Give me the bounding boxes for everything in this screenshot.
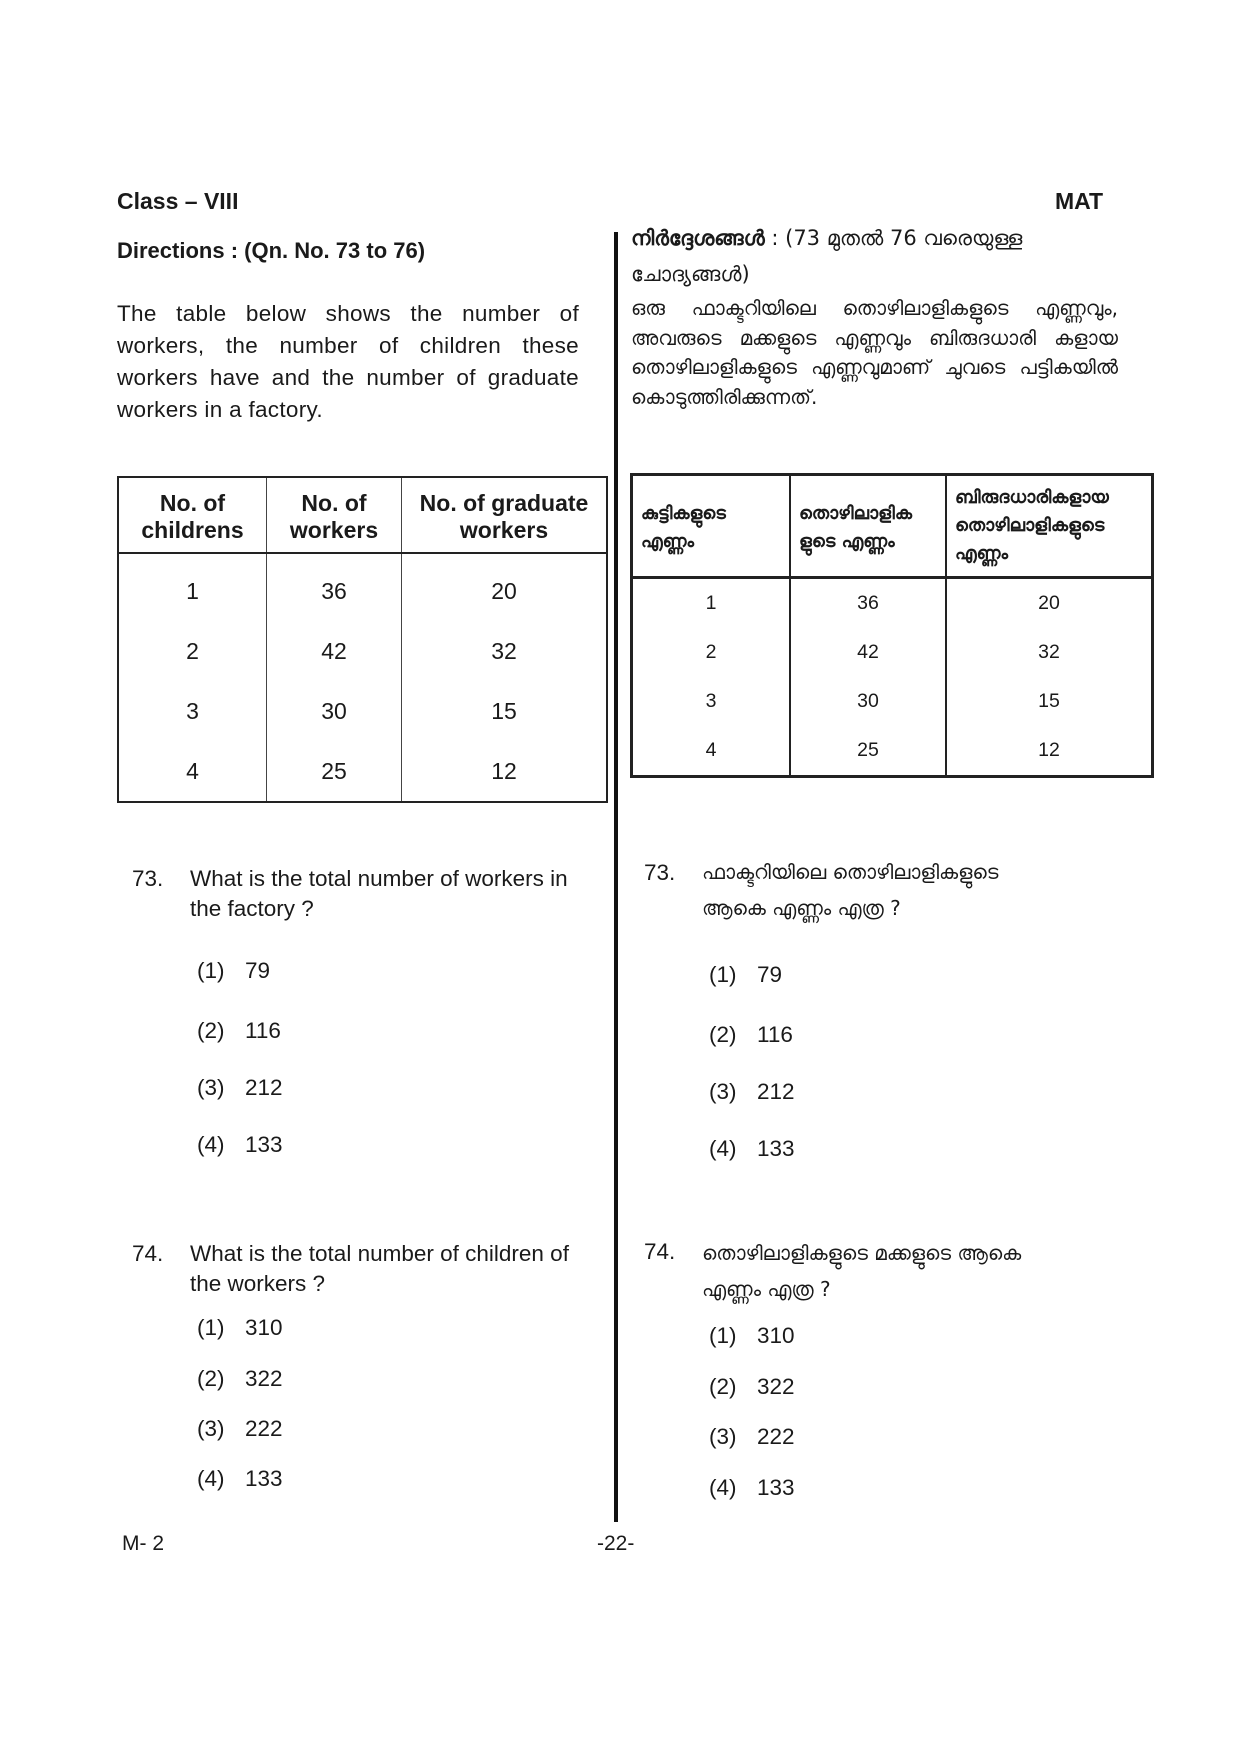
table-cell: 32 [402, 621, 608, 681]
question-text-line2: ആകെ എണ്ണം എത്ര ? [702, 896, 901, 920]
table-cell: 1 [632, 578, 791, 629]
option-ml-74-1: (1) 310 [709, 1323, 795, 1348]
option-en-73-2: (2) 116 [197, 1018, 281, 1043]
table-row [118, 681, 607, 741]
table-cell: 15 [402, 681, 608, 741]
directions-ml-label: നിർദ്ദേശങ്ങൾ [631, 226, 765, 250]
table-en-header-children: No. of childrens [118, 477, 267, 553]
table-cell: 20 [946, 578, 1153, 629]
table-ml-header-children: കുട്ടികളുടെ എണ്ണം [632, 475, 791, 578]
table-cell: 36 [790, 578, 946, 629]
table-cell: 4 [118, 741, 267, 802]
table-cell: 20 [402, 553, 608, 621]
option-en-73-4: (4) 133 [197, 1132, 283, 1157]
option-ml-73-1: (1) 79 [709, 962, 783, 987]
footer-code: M- 2 [122, 1532, 164, 1555]
option-en-74-3: (3) 222 [197, 1416, 283, 1441]
column-divider [614, 232, 618, 1522]
question-number: 74. [132, 1241, 164, 1266]
option-en-73-3: (3) 212 [197, 1075, 283, 1100]
question-text: What is the total number of workers in the factory ? [190, 866, 568, 921]
option-ml-74-3: (3) 222 [709, 1424, 795, 1449]
option-en-73-1: (1) 79 [197, 958, 271, 983]
paragraph-ml: ഒരു ഫാക്ടറിയിലെ തൊഴിലാളികളുടെ എണ്ണവും, അവരുടെ മക്കളുടെ എണ്ണവും ബിരുദധാരി കളായ തൊഴിലാളികളുടെ എണ്ണവുമാണ് ചുവടെ പട്ടികയിൽ കൊടുത്തിരിക്കുന്നത്. [631, 296, 1118, 409]
directions-ml-range: : (73 മുതൽ 76 വരെയുള്ള ചോദ്യങ്ങൾ) [631, 226, 1023, 286]
table-ml [630, 473, 1154, 778]
table-row [632, 677, 1153, 726]
table-en [117, 476, 608, 803]
directions-ml [631, 220, 1101, 292]
option-ml-74-4: (4) 133 [709, 1475, 795, 1500]
table-cell: 42 [790, 628, 946, 677]
table-en-header-workers: No. of workers [267, 477, 402, 553]
option-ml-73-2: (2) 116 [709, 1022, 793, 1047]
table-cell: 4 [632, 726, 791, 777]
table-cell: 36 [267, 553, 402, 621]
table-cell: 12 [946, 726, 1153, 777]
option-en-74-4: (4) 133 [197, 1466, 283, 1491]
table-row [118, 553, 607, 621]
table-cell: 3 [118, 681, 267, 741]
table-cell: 32 [946, 628, 1153, 677]
table-row [632, 726, 1153, 777]
table-cell: 25 [267, 741, 402, 802]
table-cell: 2 [118, 621, 267, 681]
table-cell: 30 [267, 681, 402, 741]
question-ml-73 [644, 858, 1124, 938]
table-ml-header-graduates: ബിരുദധാരികളായ തൊഴിലാളികളുടെ എണ്ണം [946, 475, 1153, 578]
question-ml-74 [644, 1237, 1124, 1317]
table-cell: 1 [118, 553, 267, 621]
question-text-line2: എണ്ണം എത്ര ? [702, 1277, 831, 1301]
class-label: Class – VIII [117, 188, 239, 214]
table-cell: 12 [402, 741, 608, 802]
option-ml-73-3: (3) 212 [709, 1079, 795, 1104]
table-cell: 3 [632, 677, 791, 726]
table-en-header-graduates: No. of graduate workers [402, 477, 608, 553]
table-row [118, 621, 607, 681]
subject-label: MAT [1055, 188, 1104, 214]
page-number: -22- [597, 1532, 635, 1555]
option-en-74-1: (1) 310 [197, 1315, 283, 1340]
table-row [632, 628, 1153, 677]
table-cell: 15 [946, 677, 1153, 726]
question-text-line1: തൊഴിലാളികളുടെ മക്കളുടെ ആകെ [702, 1241, 1022, 1265]
table-row [632, 578, 1153, 629]
option-ml-74-2: (2) 322 [709, 1374, 795, 1399]
question-number: 73. [132, 866, 164, 891]
question-text-line1: ഫാക്ടറിയിലെ തൊഴിലാളികളുടെ [702, 860, 999, 884]
table-row [118, 741, 607, 802]
question-number: 73. [644, 860, 676, 885]
question-text: What is the total number of children of the workers ? [190, 1241, 569, 1296]
table-cell: 30 [790, 677, 946, 726]
paragraph-en: The table below shows the number of workers, the number of children these workers have and the number of graduate workers in a factory. [117, 301, 579, 422]
question-number: 74. [644, 1239, 676, 1264]
table-cell: 25 [790, 726, 946, 777]
option-en-74-2: (2) 322 [197, 1366, 283, 1391]
option-ml-73-4: (4) 133 [709, 1136, 795, 1161]
table-ml-header-workers: തൊഴിലാളിക ളുടെ എണ്ണം [790, 475, 946, 578]
table-cell: 2 [632, 628, 791, 677]
table-cell: 42 [267, 621, 402, 681]
directions-en: Directions : (Qn. No. 73 to 76) [117, 238, 426, 263]
